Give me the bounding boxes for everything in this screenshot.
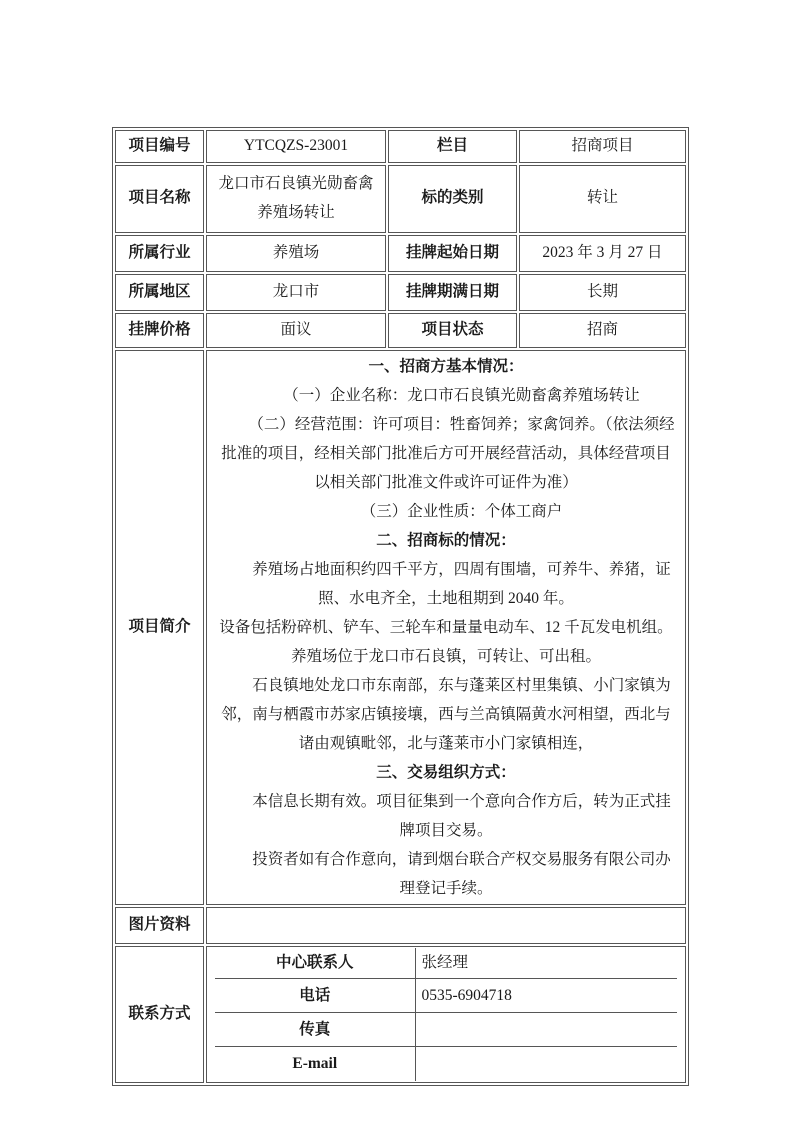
field-value: 面议 <box>206 313 386 348</box>
field-value: 招商 <box>519 313 686 348</box>
summary-paragraph: （三）企业性质：个体工商户 <box>360 502 563 520</box>
summary-paragraph: 养殖场占地面积约四千平方，四周有围墙，可养牛、养猪，证照、水电齐全，土地租期到 2040 年。 <box>252 560 671 607</box>
summary-paragraph: 三、交易组织方式： <box>376 763 516 781</box>
contact-section <box>206 946 686 1083</box>
summary-paragraph: （二）经营范围：许可项目：牲畜饲养；家禽饲养。（依法须经批准的项目，经相关部门批准后方可开展经营活动，具体经营项目以相关部门批准文件或许可证件为准） <box>221 415 675 491</box>
images-row <box>115 907 686 944</box>
info-row <box>115 235 686 272</box>
field-value: 招商项目 <box>519 130 686 163</box>
field-label: 项目名称 <box>115 165 204 233</box>
summary-paragraph: 设备包括粉碎机、铲车、三轮车和量量电动车、12 千瓦发电机组。 <box>219 618 673 636</box>
contact-field-value <box>415 1047 677 1081</box>
field-value: 转让 <box>519 165 686 233</box>
images-label: 图片资料 <box>115 907 204 944</box>
contact-row-phone <box>215 979 677 1013</box>
field-value: YTCQZS-23001 <box>206 130 386 163</box>
summary-paragraph: 投资者如有合作意向，请到烟台联合产权交易服务有限公司办理登记手续。 <box>252 850 671 897</box>
contact-field-label: 中心联系人 <box>215 948 415 979</box>
field-label: 所属行业 <box>115 235 204 272</box>
contact-field-label: E-mail <box>215 1047 415 1081</box>
summary-paragraph: 石良镇地处龙口市东南部，东与蓬莱区村里集镇、小门家镇为邻，南与栖霞市苏家店镇接壤，西与兰高镇隔黄水河相望，西北与诸由观镇毗邻，北与蓬莱市小门家镇相连， <box>221 676 671 752</box>
contact-row-fax <box>215 1013 677 1047</box>
contact-row-email <box>215 1047 677 1081</box>
contact-row <box>115 946 686 1083</box>
field-label: 栏目 <box>388 130 517 163</box>
info-row <box>115 165 686 233</box>
field-label: 挂牌期满日期 <box>388 274 517 311</box>
project-info-table <box>112 127 689 1086</box>
field-value: 龙口市石良镇光勋畜禽养殖场转让 <box>206 165 386 233</box>
contact-label: 联系方式 <box>115 946 204 1083</box>
images-empty-cell <box>206 907 686 944</box>
field-label: 挂牌起始日期 <box>388 235 517 272</box>
summary-cell <box>206 350 686 905</box>
field-value: 2023 年 3 月 27 日 <box>519 235 686 272</box>
summary-label: 项目简介 <box>115 350 204 905</box>
field-value: 养殖场 <box>206 235 386 272</box>
contact-field-value: 张经理 <box>415 948 677 979</box>
field-label: 挂牌价格 <box>115 313 204 348</box>
summary-paragraph: 二、招商标的情况： <box>376 531 516 549</box>
summary-paragraph: 本信息长期有效。项目征集到一个意向合作方后，转为正式挂牌项目交易。 <box>252 792 671 839</box>
contact-field-label: 电话 <box>215 979 415 1013</box>
contact-row-person <box>215 948 677 979</box>
info-row <box>115 313 686 348</box>
summary-row <box>115 350 686 905</box>
summary-paragraph: 养殖场位于龙口市石良镇，可转让、可出租。 <box>290 647 601 665</box>
contact-table <box>215 948 677 1081</box>
field-label: 项目状态 <box>388 313 517 348</box>
contact-field-value: 0535-6904718 <box>415 979 677 1013</box>
field-label: 项目编号 <box>115 130 204 163</box>
info-row <box>115 130 686 163</box>
contact-field-value <box>415 1013 677 1047</box>
field-value: 龙口市 <box>206 274 386 311</box>
contact-field-label: 传真 <box>215 1013 415 1047</box>
summary-paragraph: （一）企业名称：龙口市石良镇光勋畜禽养殖场转让 <box>283 386 640 404</box>
field-label: 标的类别 <box>388 165 517 233</box>
field-label: 所属地区 <box>115 274 204 311</box>
field-value: 长期 <box>519 274 686 311</box>
info-row <box>115 274 686 311</box>
summary-paragraph: 一、招商方基本情况： <box>368 357 524 375</box>
